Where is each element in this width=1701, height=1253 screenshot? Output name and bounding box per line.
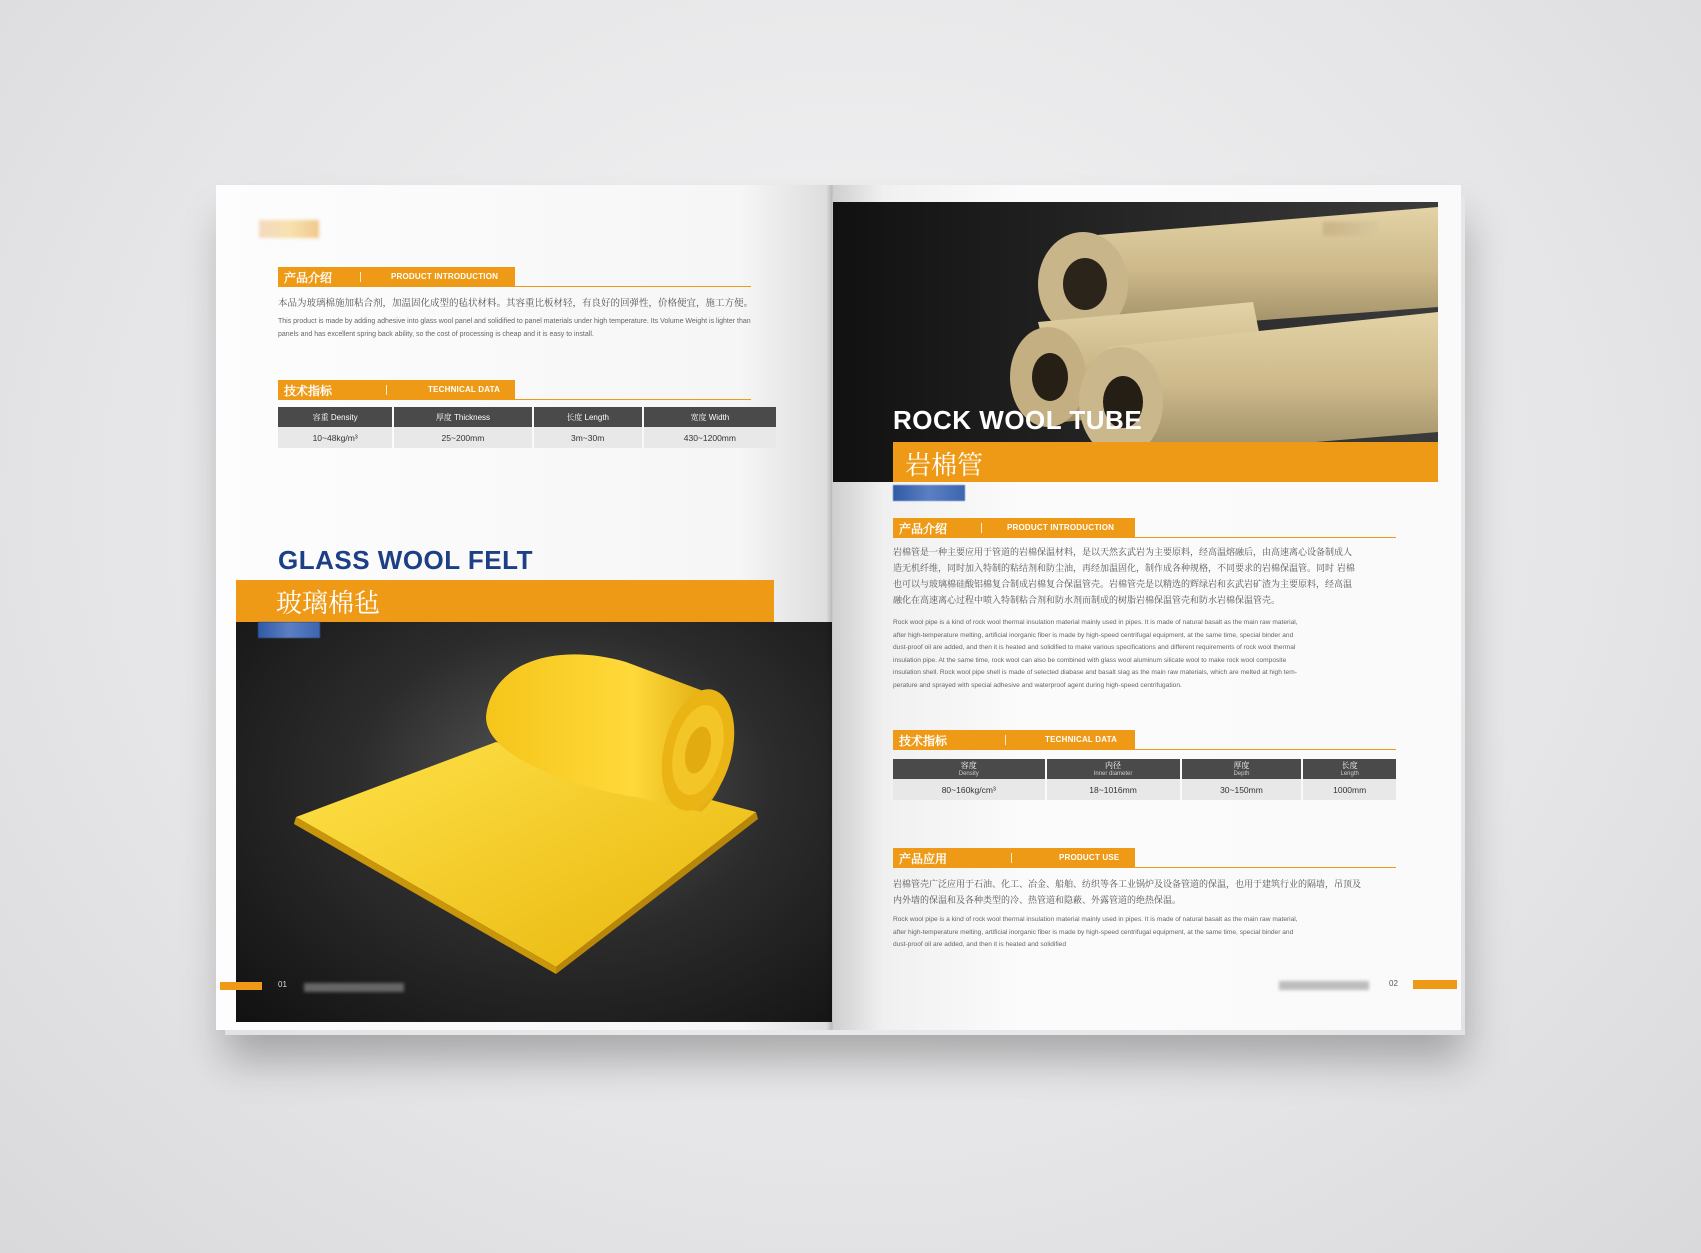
accent-tab [893, 485, 965, 501]
spec-table [276, 407, 778, 448]
spec-value: 80~160kg/cm³ [893, 779, 1045, 800]
text-line: insulation pipe. At the same time, rock wool can also be combined with glass wool aluminum silicate wool to make rock wool composite [893, 656, 1287, 664]
text-line: 岩棉管是一种主要应用于管道的岩棉保温材料，是以天然玄武岩为主要原料，经高温熔融后，由高速离心设备制成人 [893, 548, 1353, 558]
section-label-en: PRODUCT USE [1059, 853, 1120, 862]
section-header-use [893, 848, 1396, 868]
section-label-en: PRODUCT INTRODUCTION [391, 272, 499, 281]
spec-header: 内径 Inner diameter [1047, 759, 1180, 779]
text-line: 内外墙的保温和及各种类型的冷、热管道和隐蔽、外露管道的绝热保温。 [893, 896, 1182, 906]
product-photo-panel [833, 202, 1438, 482]
spec-header: 长度 Length [1303, 759, 1396, 779]
intro-text-cn [893, 545, 1413, 609]
spec-header: 宽度 Width [644, 407, 776, 427]
text-line: 岩棉管壳广泛应用于石油、化工、冶金、船舶、纺织等各工业锅炉及设备管道的保温，也用于建筑行业的隔墙，吊顶及 [893, 880, 1362, 890]
spec-header: 容度 Density [893, 759, 1045, 779]
product-title-en: GLASS WOOL FELT [278, 545, 533, 575]
spec-value: 30~150mm [1182, 779, 1302, 800]
section-header-intro [278, 267, 778, 287]
section-label-cn: 产品介绍 [284, 271, 333, 285]
footer-text-blurred [304, 983, 404, 992]
spec-value: 18~1016mm [1047, 779, 1180, 800]
section-label-cn: 技术指标 [284, 384, 333, 398]
section-header-intro [893, 518, 1396, 538]
section-label-cn: 技术指标 [899, 734, 948, 748]
footer-accent [1413, 980, 1457, 989]
footer-accent [220, 982, 262, 990]
intro-text-cn: 本品为玻璃棉施加粘合剂，加温固化成型的毡状材料。其容重比板材轻，有良好的回弹性，价格便宜，施工方便。 [278, 298, 754, 309]
page-number: 01 [278, 980, 287, 989]
text-line: dust-proof oil are added, and then it is heated and solidified to make various specifications and different requirements of rock wool thermal [893, 644, 1296, 651]
intro-text-en [893, 617, 1413, 692]
text-line: Rock wool pipe is a kind of rock wool thermal insulation material mainly used in pipes. It is made of natural basalt as the main raw material, [893, 619, 1298, 626]
product-title-en: ROCK WOOL TUBE [893, 405, 1143, 435]
spec-header: 厚度 Thickness [394, 407, 531, 427]
footer-text-blurred [1279, 981, 1369, 990]
section-header-tech [278, 380, 778, 400]
company-logo [1323, 222, 1378, 236]
section-label-en: PRODUCT INTRODUCTION [1007, 523, 1115, 532]
spec-header: 厚度 Depth [1182, 759, 1302, 779]
section-header-tech [893, 730, 1396, 750]
product-photo-panel [236, 622, 832, 1022]
spec-value: 3m~30m [534, 427, 642, 448]
spec-value: 430~1200mm [644, 427, 776, 448]
section-label-en: TECHNICAL DATA [1045, 735, 1118, 744]
glass-wool-roll-image [236, 622, 832, 1022]
spec-value: 10~48kg/m³ [278, 427, 392, 448]
spec-table [891, 759, 1398, 800]
spec-header: 容重 Density [278, 407, 392, 427]
text-line: 也可以与玻璃棉硅酸铝棉复合制成岩棉复合保温管壳。岩棉管壳是以精选的辉绿岩和玄武岩矿渣为主要原料，经高温 [893, 580, 1353, 590]
intro-text-en: This product is made by adding adhesive into glass wool panel and solidified to panel materials under high temperature. Its Volume Weight is lighter than panels and has excellent spring back ability, so the cost of processing is cheap and it is easy to install. [278, 318, 751, 338]
text-line: dust-proof oil are added, and then it is heated and solidified [893, 941, 1067, 948]
right-page [833, 185, 1461, 1030]
left-page [216, 185, 832, 1030]
rock-wool-tube-image [833, 202, 1438, 482]
spec-header: 长度 Length [534, 407, 642, 427]
text-line: after high-temperature melting, artificial inorganic fiber is made by high-speed centrifugal equipment, at the same time, special binder and [893, 631, 1294, 639]
spec-value: 1000mm [1303, 779, 1396, 800]
page-number: 02 [1389, 979, 1398, 988]
product-title-cn: 玻璃棉毡 [276, 589, 381, 619]
section-label-cn: 产品介绍 [899, 522, 948, 536]
section-label-cn: 产品应用 [899, 852, 948, 866]
text-line: insulation shell. Rock wool pipe shell is made of selected diabase and basalt slag as the main raw materials, which are melted at high tem- [893, 669, 1297, 676]
accent-tab [258, 622, 320, 638]
use-text-en [893, 914, 1413, 952]
use-text-cn [893, 877, 1413, 909]
spec-value: 25~200mm [394, 427, 531, 448]
company-logo [259, 220, 319, 238]
text-line: 造无机纤维，同时加入特制的粘结剂和防尘油，再经加温固化，制作成各种规格，不同要求的岩棉保温管。同时 岩棉 [893, 564, 1355, 574]
product-title-cn: 岩棉管 [905, 451, 984, 481]
text-line: perature and sprayed with special adhesive and waterproof agent during high-speed centrifugation. [893, 681, 1182, 689]
text-line: Rock wool pipe is a kind of rock wool thermal insulation material mainly used in pipes. It is made of natural basalt as the main raw material, [893, 916, 1298, 923]
section-label-en: TECHNICAL DATA [428, 385, 501, 394]
text-line: 融化在高速离心过程中喷入特制粘合剂和防水剂而制成的树脂岩棉保温管壳和防水岩棉保温管壳。 [893, 596, 1281, 606]
text-line: after high-temperature melting, artificial inorganic fiber is made by high-speed centrifugal equipment, at the same time, special binder and [893, 928, 1294, 936]
